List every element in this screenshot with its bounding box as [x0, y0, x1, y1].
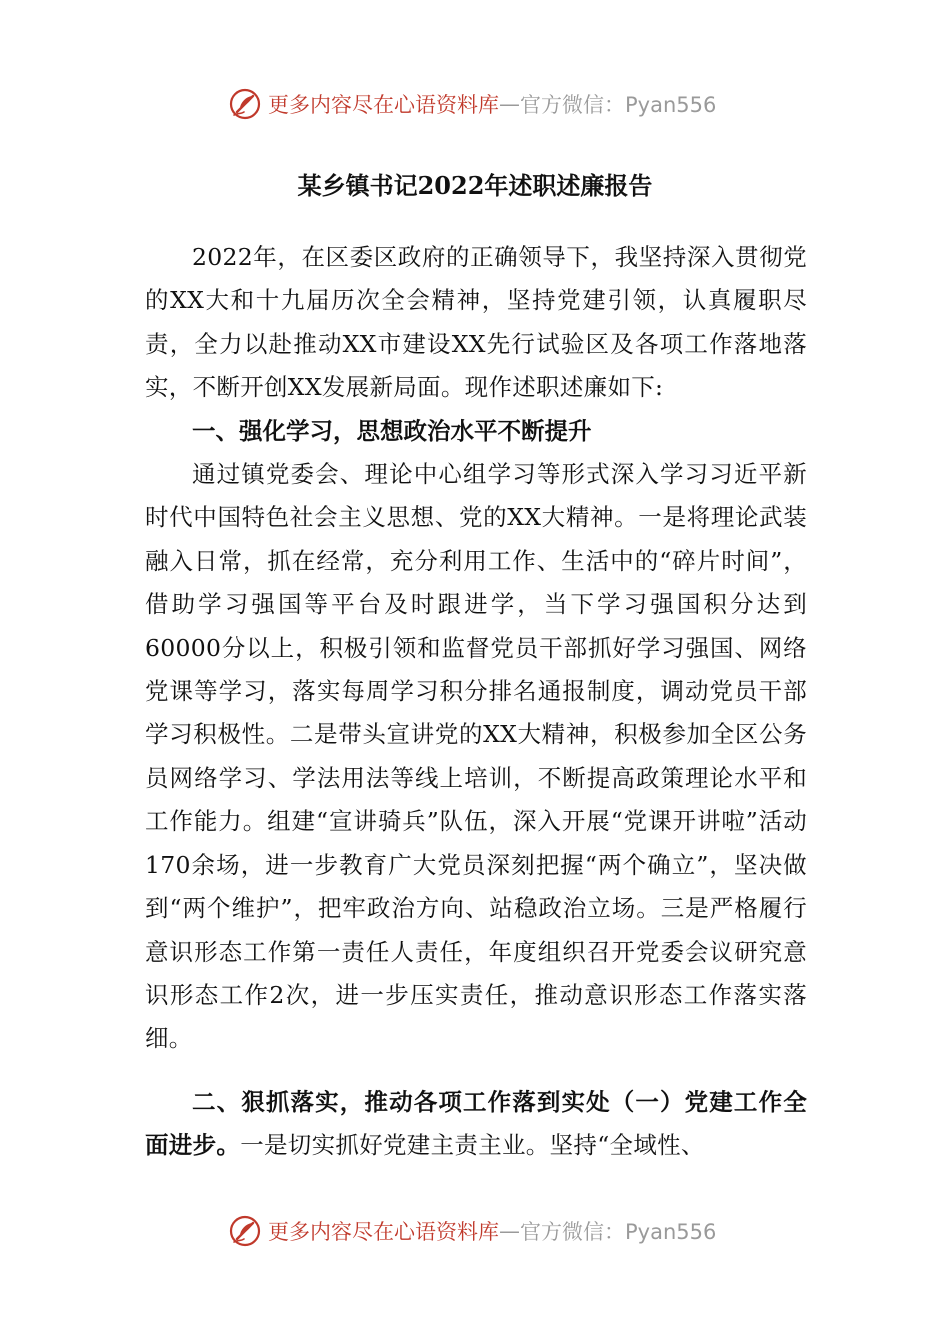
watermark-account-text: 官方微信：Pyan556	[520, 1220, 717, 1244]
quill-logo-icon	[228, 87, 262, 121]
section1-paragraph: 通过镇党委会、理论中心组学习等形式深入学习习近平新时代中国特色社会主义思想、党的XX大精神。一是将理论武装融入日常，抓在经常，充分利用工作、生活中的“碎片时间”，借助学习强国等平台及时跟进学，当下学习强国积分达到60000分以上，积极引领和监督党员干部抓好学习强国、网络党课等学习，落实每周学习积分排名通报制度，调动党员干部学习积极性。二是带头宣讲党的XX大精神，积极参加全区公务员网络学习、学法用法等线上培训，不断提高政策理论水平和工作能力。组建“宣讲骑兵”队伍，深入开展“党课开讲啦”活动170余场，进一步教育广大党员深刻把握“两个确立”，坚决做到“两个维护”，把牢政治方向、站稳政治立场。三是严格履行意识形态工作第一责任人责任，年度组织召开党委会议研究意识形态工作2次，进一步压实责任，推动意识形态工作落实落细。	[145, 460, 807, 1053]
watermark-top	[228, 84, 748, 124]
quill-logo-icon	[228, 1214, 262, 1248]
document-body	[145, 236, 807, 1168]
watermark-account-text: 官方微信：Pyan556	[520, 93, 717, 117]
section2-paragraph	[145, 1081, 807, 1168]
intro-paragraph: 2022年，在区委区政府的正确领导下，我坚持深入贯彻党的XX大和十九届历次全会精神，坚持党建引领，认真履职尽责，全力以赴推动XX市建设XX先行试验区及各项工作落地落实，不断开创XX发展新局面。现作述职述廉如下:	[145, 243, 807, 402]
watermark-separator: —	[499, 1219, 520, 1243]
watermark-main-text: 更多内容尽在心语资料库	[268, 1220, 499, 1244]
document-title: 某乡镇书记2022年述职述廉报告	[297, 171, 653, 200]
section2-text: 一是切实抓好党建主责主业。坚持“全域性、	[240, 1131, 705, 1160]
watermark-separator: —	[499, 92, 520, 116]
watermark-main-text: 更多内容尽在心语资料库	[268, 93, 499, 117]
watermark-bottom	[228, 1211, 748, 1251]
section1-heading: 一、强化学习，思想政治水平不断提升	[192, 416, 592, 445]
section2-heading: 二、狠抓落实，推动各项工作落到实处（一）党建工作全面进步。	[145, 1087, 807, 1160]
paragraph-gap	[145, 1061, 807, 1081]
